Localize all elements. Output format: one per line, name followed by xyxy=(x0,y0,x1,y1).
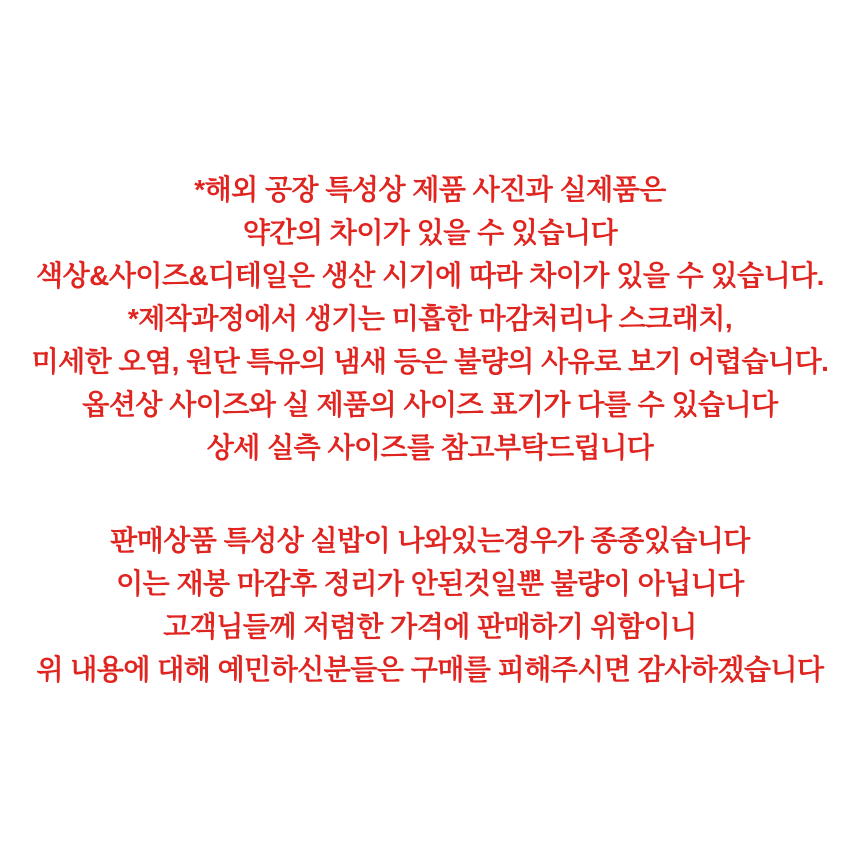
disclaimer-line: *해외 공장 특성상 제품 사진과 실제품은 xyxy=(194,174,666,205)
disclaimer-line: 판매상품 특성상 실밥이 나와있는경우가 종종있습니다 xyxy=(110,525,750,556)
disclaimer-paragraph-manufacturing xyxy=(0,168,860,469)
disclaimer-line: 고객님들께 저렴한 가격에 판매하기 위함이니 xyxy=(163,611,697,642)
paragraph-spacer xyxy=(0,469,860,519)
disclaimer-line: 이는 재봉 마감후 정리가 안된것일뿐 불량이 아닙니다 xyxy=(116,568,744,599)
disclaimer-line: 약간의 차이가 있을 수 있습니다 xyxy=(242,217,618,248)
disclaimer-line: 위 내용에 대해 예민하신분들은 구매를 피해주시면 감사하겠습니다 xyxy=(36,654,824,685)
disclaimer-line: 색상&사이즈&디테일은 생산 시기에 따라 차이가 있을 수 있습니다. xyxy=(36,260,824,291)
disclaimer-line: 상세 실측 사이즈를 참고부탁드립니다 xyxy=(206,432,654,463)
disclaimer-line: *제작과정에서 생기는 미흡한 마감처리나 스크래치, xyxy=(127,303,733,334)
disclaimer-line: 미세한 오염, 원단 특유의 냄새 등은 불량의 사유로 보기 어렵습니다. xyxy=(31,346,829,377)
disclaimer-line: 옵션상 사이즈와 실 제품의 사이즈 표기가 다를 수 있습니다 xyxy=(82,389,778,420)
disclaimer-paragraph-loose-threads xyxy=(0,519,860,691)
